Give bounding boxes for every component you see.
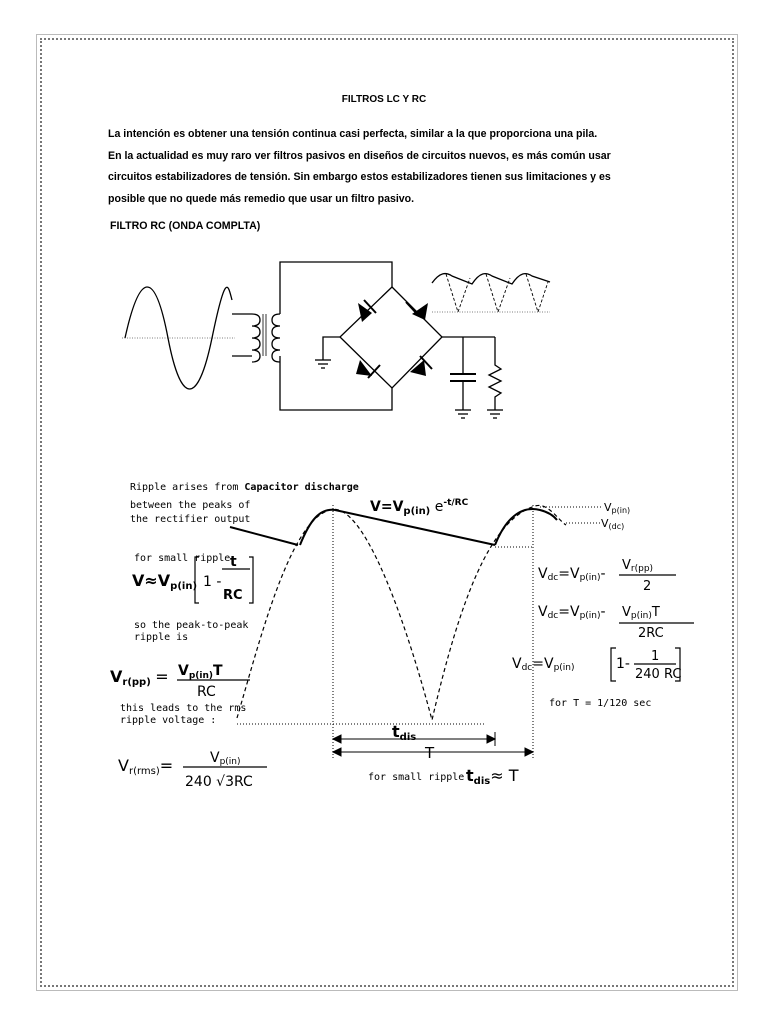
section-subtitle: FILTRO RC (ONDA COMPLTA): [110, 220, 261, 232]
svg-text:Vp(in)T: Vp(in)T: [622, 605, 660, 621]
svg-text:240 √3RC: 240 √3RC: [185, 774, 253, 790]
svg-text:V≈Vp(in): V≈Vp(in): [132, 571, 198, 592]
svg-text:Vp(in)T: $V_{p(in)}T$: [178, 663, 223, 681]
svg-text:1: 1: [651, 649, 660, 664]
svg-text:Vp(in): Vp(in): [604, 501, 631, 515]
svg-text:tdis≈ T: tdis≈ T: [466, 766, 519, 787]
peak-note-2: ripple is: [134, 632, 189, 643]
svg-text:Vr(pp) =: Vr(pp) =: [110, 667, 169, 688]
svg-text:tdis: tdis: [392, 722, 417, 743]
paragraph-line: La intención es obtener una tensión continua casi perfecta, similar a la que proporciona una pila.: [108, 128, 598, 140]
svg-text:Vr(pp): Vr(pp): [622, 558, 654, 574]
svg-text:240 RC: 240 RC: [635, 667, 682, 682]
ripple-note-3: the rectifier output: [130, 514, 251, 525]
page-title: FILTROS LC Y RC: [341, 94, 427, 105]
paragraph-line: En la actualidad es muy raro ver filtros pasivos en diseños de circuitos nuevos, es más común usar: [108, 149, 611, 162]
svg-text:T: T: [425, 744, 435, 762]
svg-text:2RC: 2RC: [638, 626, 664, 641]
svg-text:Vp(in): Vp(in): [210, 750, 241, 767]
peak-note-1: so the peak-to-peak: [134, 620, 249, 631]
svg-text:2: 2: [643, 579, 652, 594]
intro-paragraph: [108, 124, 688, 210]
svg-text:RC: RC: [223, 588, 243, 603]
ripple-note-bold: Capacitor discharge: [244, 482, 359, 493]
rms-note-2: ripple voltage :: [120, 715, 217, 726]
svg-text:t: t: [230, 554, 237, 570]
paragraph-line: circuitos estabilizadores de tensión. Sin embargo estos estabilizadores tienen sus limitaciones y es: [108, 171, 611, 183]
svg-text:Vdc=Vp(in): Vdc=Vp(in): [512, 656, 575, 673]
paragraph-line: posible que no quede más remedio que usar un filtro pasivo.: [108, 192, 415, 205]
ripple-note-1: Ripple arises from: [130, 482, 239, 493]
svg-text:1 -: 1 -: [203, 574, 222, 590]
svg-text:V=Vp(in) e-t/RC: $V=V_{p(in)}$ $e^{-t/RC}$: [370, 498, 469, 517]
svg-text:Vdc=Vp(in)-: Vdc=Vp(in)-: [538, 566, 606, 583]
svg-text:Vr(rms)=: Vr(rms)=: [118, 756, 174, 777]
tdis-approx-note: for small ripple: [368, 772, 465, 783]
svg-text:RC: RC: [197, 684, 216, 700]
ripple-note-2: between the peaks of: [130, 500, 251, 511]
period-note: for T = 1/120 sec: [549, 698, 652, 709]
svg-text:V(dc): V(dc): [601, 517, 625, 531]
svg-text:Vdc=Vp(in)-: Vdc=Vp(in)-: [538, 604, 606, 621]
svg-text:1-: 1-: [616, 656, 630, 672]
small-ripple-note: for small ripple: [134, 553, 231, 564]
rms-note-1: this leads to the rms: [120, 703, 247, 714]
